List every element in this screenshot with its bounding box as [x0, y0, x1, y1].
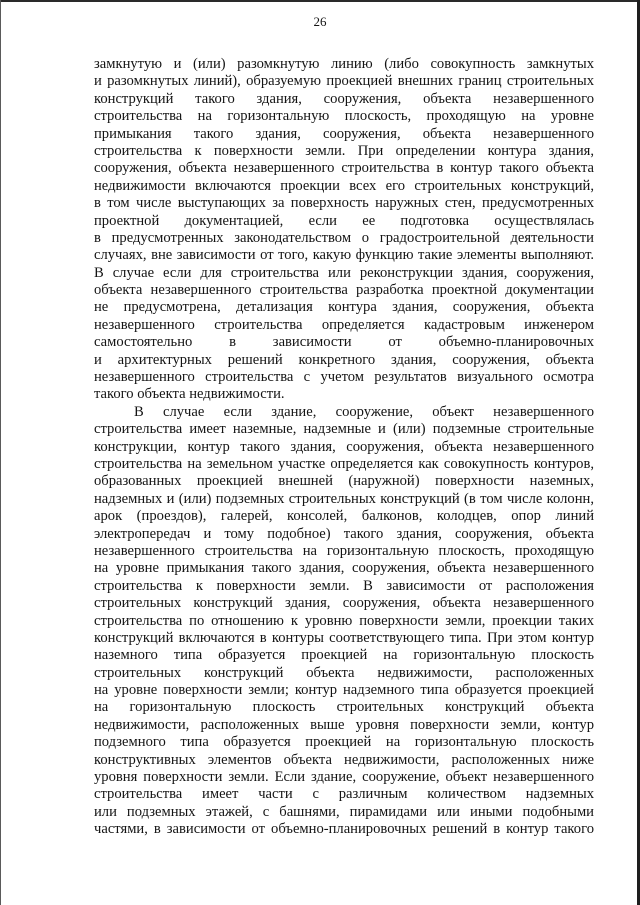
text-line: арок (проездов), галерей, консолей, балконов, колодцев, опор линий [94, 508, 594, 525]
text-line: В случае если здание, сооружение, объект незавершенного [134, 403, 594, 420]
text-line: наземного типа образуется проекцией на горизонтальную плоскость [94, 647, 594, 664]
text-line: конструкций включаются в контуры соответствующего типа. При этом контур [94, 629, 594, 646]
text-line: конструкции, контур такого здания, сооружения, объекта незавершенного [94, 438, 594, 455]
page-number: 26 [313, 14, 327, 29]
text-line: строительных конструкций здания, сооружения, объекта незавершенного [94, 595, 594, 612]
body-text [94, 56, 594, 839]
text-line: незавершенного строительства на горизонтальную плоскость, проходящую [94, 542, 594, 559]
text-line: в предусмотренных законодательством о градостроительной деятельности [94, 229, 594, 246]
text-line: конструктивных элементов объекта недвижимости, расположенных ниже [94, 751, 594, 768]
text-line: и архитектурных решений конкретного здания, сооружения, объекта [94, 351, 594, 368]
text-line: строительных конструкций объекта недвижимости, расположенных [94, 664, 594, 681]
text-line: строительства к поверхности земли. В зависимости от расположения [94, 577, 594, 594]
text-line: и разомкнутых линий), образуемую проекцией внешних границ строительных [94, 73, 594, 90]
text-line: примыкания такого здания, сооружения, объекта незавершенного [94, 125, 594, 142]
text-line: строительства на горизонтальную плоскость, проходящую на уровне [94, 108, 594, 125]
text-line: уровня поверхности земли. Если здание, сооружение, объект незавершенного [94, 769, 594, 786]
text-line: на уровне поверхности земли; контур надземного типа образуется проекцией [94, 682, 594, 699]
text-line: на горизонтальную плоскость строительных конструкций объекта [94, 699, 594, 716]
text-line: недвижимости включаются проекции всех его строительных конструкций, [94, 177, 594, 194]
text-line: частями, в зависимости от объемно-планировочных решений в контур такого [94, 821, 594, 838]
text-line: незавершенного строительства определяется кадастровым инженером [94, 316, 594, 333]
scan-edge-top [0, 0, 640, 2]
text-line: В случае если для строительства или реконструкции здания, сооружения, [94, 264, 594, 281]
text-line: строительства по отношению к уровню поверхности земли, проекции таких [94, 612, 594, 629]
text-line: строительства имеет части с различным количеством надземных [94, 786, 594, 803]
text-line: на уровне примыкания такого здания, сооружения, объекта незавершенного [94, 560, 594, 577]
text-line: не предусмотрена, детализация контура здания, сооружения, объекта [94, 299, 594, 316]
text-line: такого объекта недвижимости. [94, 386, 285, 403]
text-line: надземных и (или) подземных строительных конструкций (в том числе колонн, [94, 490, 594, 507]
text-line: подземного типа образуется проекцией на горизонтальную плоскость [94, 734, 594, 751]
text-line: конструкций такого здания, сооружения, объекта незавершенного [94, 90, 594, 107]
text-line: самостоятельно в зависимости от объемно-планировочных [94, 334, 594, 351]
text-line: замкнутую и (или) разомкнутую линию (либо совокупность замкнутых [94, 56, 594, 72]
text-line: строительства на земельном участке определяется как совокупность контуров, [94, 455, 594, 472]
text-line: образованных проекцией внешней (наружной) поверхности наземных, [94, 473, 594, 490]
text-line: недвижимости, расположенных выше уровня поверхности земли, контур [94, 716, 594, 733]
text-line: сооружения, объекта незавершенного строительства в контур такого объекта [94, 160, 594, 177]
text-line: электропередач и тому подобное) такого здания, сооружения, объекта [94, 525, 594, 542]
text-line: объекта незавершенного строительства разработка проектной документации [94, 282, 594, 299]
text-line: или подземных этажей, с башнями, пирамидами или иными подобными [94, 803, 594, 820]
text-line: незавершенного строительства с учетом результатов визуального осмотра [94, 369, 594, 386]
text-line: в том числе выступающих за поверхность наружных стен, предусмотренных [94, 195, 594, 212]
text-line: строительства к поверхности земли. При определении контура здания, [94, 142, 594, 159]
text-line: случаях, вне зависимости от того, какую функцию такие элементы выполняют. [94, 247, 594, 264]
text-line: проектной документацией, если ее подготовка осуществлялась [94, 212, 594, 229]
scan-edge-left [0, 0, 1, 905]
text-line: строительства имеет наземные, надземные и (или) подземные строительные [94, 421, 594, 438]
